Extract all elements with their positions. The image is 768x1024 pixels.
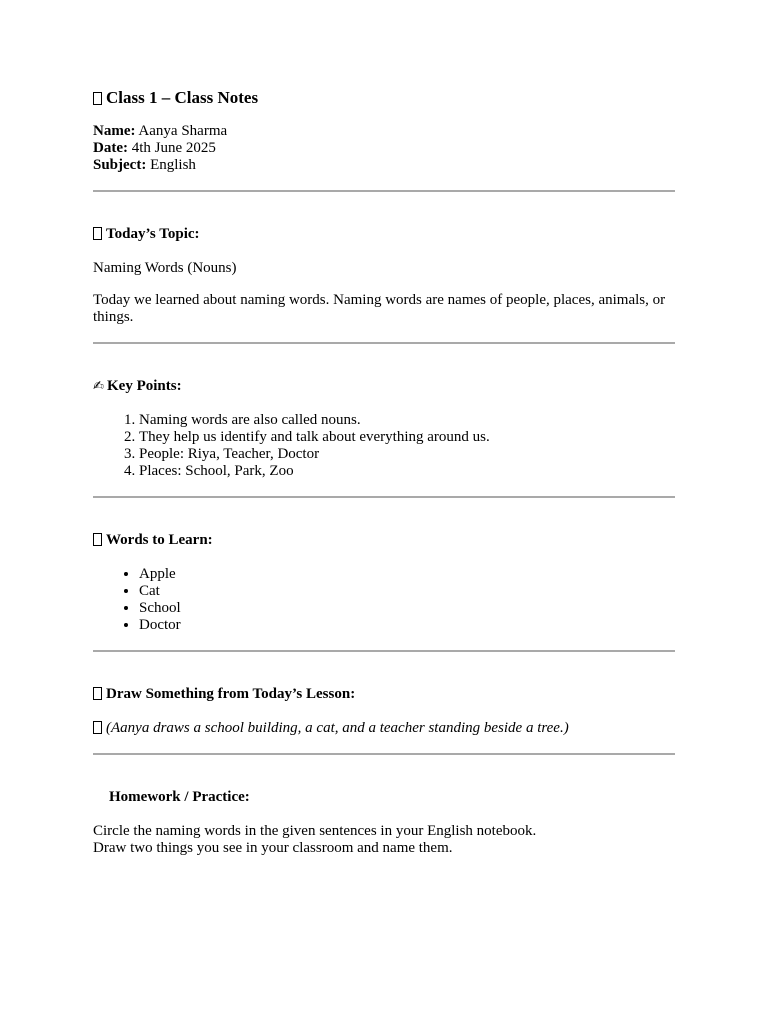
missing-glyph-icon — [93, 227, 102, 240]
list-item: 4. Places: School, Park, Zoo — [139, 463, 675, 480]
date-value: 4th June 2025 — [131, 140, 216, 156]
list-item: • School — [139, 600, 675, 617]
homework-line: Circle the naming words in the given sentences in your English notebook. — [93, 823, 537, 839]
topic-heading-text: Today’s Topic: — [106, 226, 200, 242]
missing-glyph-icon — [93, 533, 102, 546]
date-line — [93, 140, 675, 157]
divider — [93, 650, 675, 652]
words-list — [93, 566, 675, 634]
drawing-heading-text: Draw Something from Today’s Lesson: — [106, 686, 356, 702]
subject-line — [93, 157, 675, 174]
subject-label: Subject: — [93, 157, 147, 173]
divider — [93, 753, 675, 755]
divider — [93, 342, 675, 344]
student-info — [93, 123, 675, 174]
divider — [93, 496, 675, 498]
writing-hand-icon: ✍ — [93, 379, 104, 394]
drawing-heading — [93, 686, 675, 703]
notes-content — [93, 88, 675, 857]
name-line — [93, 123, 675, 140]
missing-glyph-icon — [93, 92, 102, 105]
key-points-heading — [93, 378, 675, 395]
list-item: • Doctor — [139, 617, 675, 634]
drawing-note-line — [93, 720, 675, 737]
words-heading — [93, 532, 675, 549]
list-item: 3. People: Riya, Teacher, Doctor — [139, 446, 675, 463]
list-item: • Cat — [139, 583, 675, 600]
list-item: 2. They help us identify and talk about everything around us. — [139, 429, 675, 446]
topic-description: Today we learned about naming words. Naming words are names of people, places, animals, or things. — [93, 292, 666, 325]
title-text: Class 1 – Class Notes — [106, 88, 259, 107]
date-label: Date: — [93, 140, 128, 156]
homework-heading: Homework / Practice: — [109, 789, 250, 805]
subject-value: English — [150, 157, 196, 173]
page-title — [93, 88, 675, 108]
key-points-heading-text: Key Points: — [107, 378, 182, 394]
words-heading-text: Words to Learn: — [106, 532, 213, 548]
list-item: 1. Naming words are also called nouns. — [139, 412, 675, 429]
topic-heading — [93, 226, 675, 243]
list-item: • Apple — [139, 566, 675, 583]
divider — [93, 190, 675, 192]
homework-line: Draw two things you see in your classroom and name them. — [93, 840, 453, 856]
missing-glyph-icon — [93, 721, 102, 734]
missing-glyph-icon — [93, 687, 102, 700]
name-label: Name: — [93, 123, 136, 139]
key-points-list — [93, 412, 675, 480]
topic-name: Naming Words (Nouns) — [93, 260, 237, 276]
name-value: Aanya Sharma — [138, 123, 228, 139]
drawing-note: (Aanya draws a school building, a cat, and a teacher standing beside a tree.) — [106, 720, 569, 736]
